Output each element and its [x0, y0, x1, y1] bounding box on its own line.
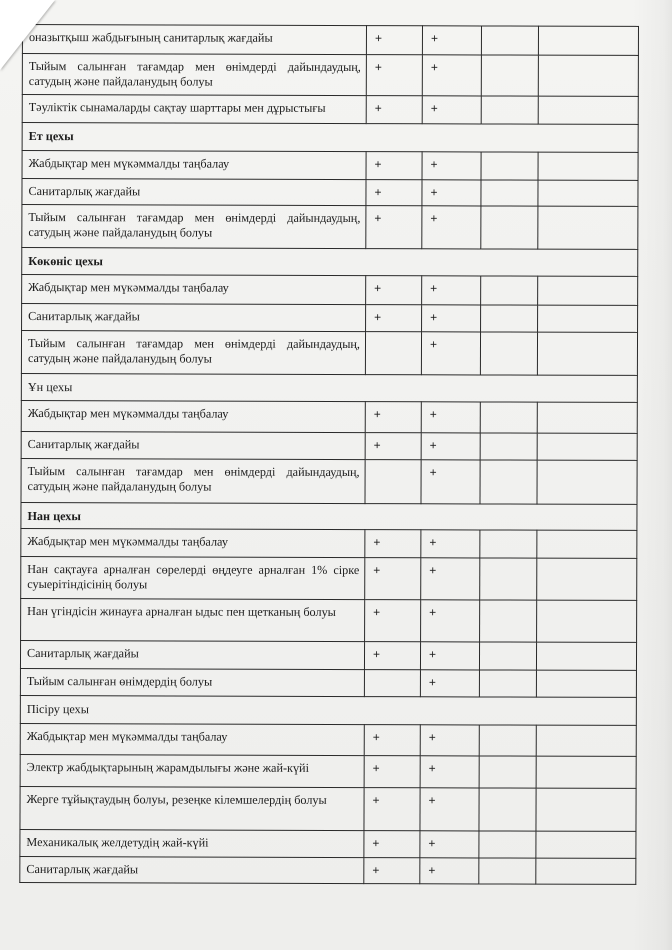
- table-row: [21, 528, 637, 558]
- empty-cell: [480, 460, 537, 504]
- criterion-cell: Санитарлық жағдайы: [22, 179, 366, 206]
- empty-cell: [536, 642, 636, 670]
- criterion-cell: Электр жабдықтарының жарамдылығы және жай-күйі: [20, 754, 364, 787]
- empty-cell: [481, 305, 538, 332]
- empty-cell: [538, 96, 638, 124]
- empty-cell: [480, 530, 537, 558]
- mark-cell-2: +: [421, 433, 480, 460]
- empty-cell: [538, 206, 638, 249]
- mark-cell-1: +: [366, 305, 422, 332]
- criterion-cell: Жабдықтар мен мүкәммалды таңбалау: [21, 528, 365, 557]
- empty-cell: [538, 26, 638, 55]
- empty-cell: [536, 725, 636, 756]
- empty-cell: [538, 276, 638, 305]
- empty-cell: [538, 152, 638, 180]
- criterion-cell: Санитарлық жағдайы: [20, 856, 364, 883]
- table-row: [22, 304, 638, 333]
- empty-cell: [537, 332, 637, 375]
- empty-cell: [537, 402, 637, 433]
- criterion-cell: Санитарлық жағдайы: [22, 304, 366, 332]
- mark-cell-2: +: [421, 402, 480, 433]
- empty-cell: [479, 642, 536, 670]
- criterion-cell: Нан үгіндісін жинауға арналған ыдыс пен щетканың болуы: [21, 598, 365, 641]
- criterion-cell: Жабдықтар мен мүкәммалды таңбалау: [21, 400, 365, 432]
- criterion-cell: Тыйым салынған тағамдар мен өнімдерді дайындаудың, сатудың және пайдаланудың болуы: [22, 54, 366, 96]
- empty-cell: [481, 26, 538, 55]
- table-row: [22, 205, 638, 250]
- table-row: [21, 331, 637, 376]
- mark-cell-2: +: [420, 858, 479, 884]
- section-row: [20, 695, 636, 725]
- table-row: [20, 754, 636, 788]
- section-title: Ет цехы: [22, 123, 638, 153]
- table-row: [20, 829, 636, 858]
- mark-cell-2: +: [422, 26, 481, 55]
- empty-cell: [480, 600, 537, 642]
- empty-cell: [481, 206, 538, 249]
- mark-cell-1: +: [365, 402, 421, 433]
- criterion-cell: Тыйым салынған өнімдердің болуы: [20, 668, 364, 696]
- table-row: [22, 25, 638, 56]
- mark-cell-1: +: [365, 530, 421, 558]
- mark-cell-2: +: [421, 460, 480, 504]
- mark-cell-2: +: [421, 558, 480, 600]
- table-row: [20, 723, 636, 756]
- table-row: [21, 598, 637, 642]
- mark-cell-2: +: [422, 276, 481, 305]
- criterion-cell: Жабдықтар мен мүкәммалды таңбалау: [20, 723, 364, 755]
- mark-cell-1: +: [364, 642, 420, 670]
- mark-cell-2: +: [420, 756, 479, 788]
- table-row: [21, 458, 637, 504]
- mark-cell-1: [365, 332, 421, 375]
- mark-cell-1: [365, 460, 421, 504]
- empty-cell: [536, 670, 636, 697]
- mark-cell-1: +: [366, 55, 422, 96]
- folded-corner: [0, 0, 55, 70]
- section-row: [22, 123, 638, 153]
- empty-cell: [537, 433, 637, 460]
- mark-cell-2: +: [421, 332, 480, 375]
- mark-cell-1: +: [365, 558, 421, 600]
- mark-cell-1: +: [365, 600, 421, 642]
- empty-cell: [538, 305, 638, 332]
- table-row: [20, 856, 636, 884]
- section-row: [21, 502, 637, 530]
- mark-cell-1: +: [366, 206, 422, 249]
- mark-cell-2: +: [422, 206, 481, 249]
- section-title: Көкөніс цехы: [22, 248, 638, 277]
- empty-cell: [479, 831, 536, 858]
- table-row: [20, 640, 636, 670]
- mark-cell-1: [364, 670, 420, 697]
- criterion-cell: Механикалық желдетудің жай-күйі: [20, 829, 364, 857]
- criterion-cell: Тыйым салынған тағамдар мен өнімдерді дайындаудың, сатудың және пайдаланудың болуы: [21, 331, 365, 375]
- empty-cell: [537, 530, 637, 558]
- empty-cell: [480, 433, 537, 460]
- mark-cell-1: +: [365, 433, 421, 460]
- table-row: [22, 179, 638, 207]
- empty-cell: [481, 180, 538, 206]
- empty-cell: [480, 332, 537, 375]
- criterion-cell: Тыйым салынған тағамдар мен өнімдерді дайындаудың, сатудың және пайдаланудың болуы: [22, 205, 366, 249]
- section-row: [22, 248, 638, 277]
- empty-cell: [479, 756, 536, 788]
- empty-cell: [536, 858, 636, 884]
- mark-cell-2: +: [420, 642, 479, 670]
- empty-cell: [537, 600, 637, 642]
- mark-cell-1: +: [366, 180, 422, 206]
- mark-cell-2: +: [421, 530, 480, 558]
- mark-cell-1: +: [366, 26, 422, 55]
- mark-cell-1: +: [364, 831, 420, 858]
- mark-cell-2: +: [420, 670, 479, 697]
- empty-cell: [537, 558, 637, 600]
- empty-cell: [481, 152, 538, 180]
- empty-cell: [479, 670, 536, 697]
- mark-cell-2: +: [422, 180, 481, 206]
- empty-cell: [536, 788, 636, 831]
- section-title: Ұн цехы: [21, 373, 637, 402]
- criterion-cell: Жабдықтар мен мүкәммалды таңбалау: [22, 275, 366, 305]
- table-row: [22, 54, 638, 97]
- table-row: [21, 431, 637, 460]
- criterion-cell: Жерге тұйықтаудың болуы, резеңке кілемшелердің болуы: [20, 786, 364, 830]
- mark-cell-1: +: [364, 858, 420, 884]
- table-row: [21, 556, 637, 600]
- empty-cell: [481, 96, 538, 124]
- mark-cell-1: +: [366, 152, 422, 180]
- mark-cell-2: +: [420, 831, 479, 858]
- table-row: [20, 786, 636, 831]
- mark-cell-2: +: [422, 305, 481, 332]
- empty-cell: [480, 402, 537, 433]
- inspection-table-body: [20, 25, 639, 885]
- mark-cell-1: +: [364, 756, 420, 788]
- table-row: [21, 400, 637, 433]
- mark-cell-1: +: [364, 788, 420, 831]
- empty-cell: [537, 460, 637, 504]
- mark-cell-1: +: [366, 96, 422, 124]
- criterion-cell: Нан сақтауға арналған сөрелерді өңдеуге арналған 1% сірке суыерітіндісінің болуы: [21, 556, 365, 599]
- mark-cell-2: +: [422, 55, 481, 96]
- table-row: [22, 95, 638, 125]
- mark-cell-1: +: [366, 276, 422, 305]
- mark-cell-2: +: [422, 96, 481, 124]
- criterion-cell: Тәуліктік сынамаларды сақтау шарттары мен дұрыстығы: [22, 95, 366, 124]
- criterion-cell: Санитарлық жағдайы: [20, 640, 364, 669]
- table-row: [22, 275, 638, 306]
- empty-cell: [536, 756, 636, 788]
- empty-cell: [479, 858, 536, 884]
- empty-cell: [480, 558, 537, 600]
- mark-cell-2: +: [420, 725, 479, 756]
- empty-cell: [538, 55, 638, 96]
- table-row: [20, 668, 636, 697]
- criterion-cell: оназытқыш жабдығының санитарлық жағдайы: [22, 25, 366, 55]
- mark-cell-2: +: [422, 152, 481, 180]
- mark-cell-2: +: [420, 788, 479, 831]
- empty-cell: [479, 788, 536, 831]
- mark-cell-2: +: [421, 600, 480, 642]
- section-row: [21, 373, 637, 402]
- empty-cell: [481, 276, 538, 305]
- section-title: Пісіру цехы: [20, 695, 636, 725]
- inspection-table: [19, 24, 639, 885]
- criterion-cell: Жабдықтар мен мүкәммалды таңбалау: [22, 151, 366, 180]
- empty-cell: [536, 831, 636, 858]
- empty-cell: [538, 180, 638, 206]
- empty-cell: [479, 725, 536, 756]
- section-title: Нан цехы: [21, 502, 637, 530]
- criterion-cell: Тыйым салынған тағамдар мен өнімдерді дайындаудың, сатудың және пайдаланудың болуы: [21, 458, 365, 503]
- criterion-cell: Санитарлық жағдайы: [21, 431, 365, 459]
- table-row: [22, 151, 638, 181]
- mark-cell-1: +: [364, 725, 420, 756]
- empty-cell: [481, 55, 538, 96]
